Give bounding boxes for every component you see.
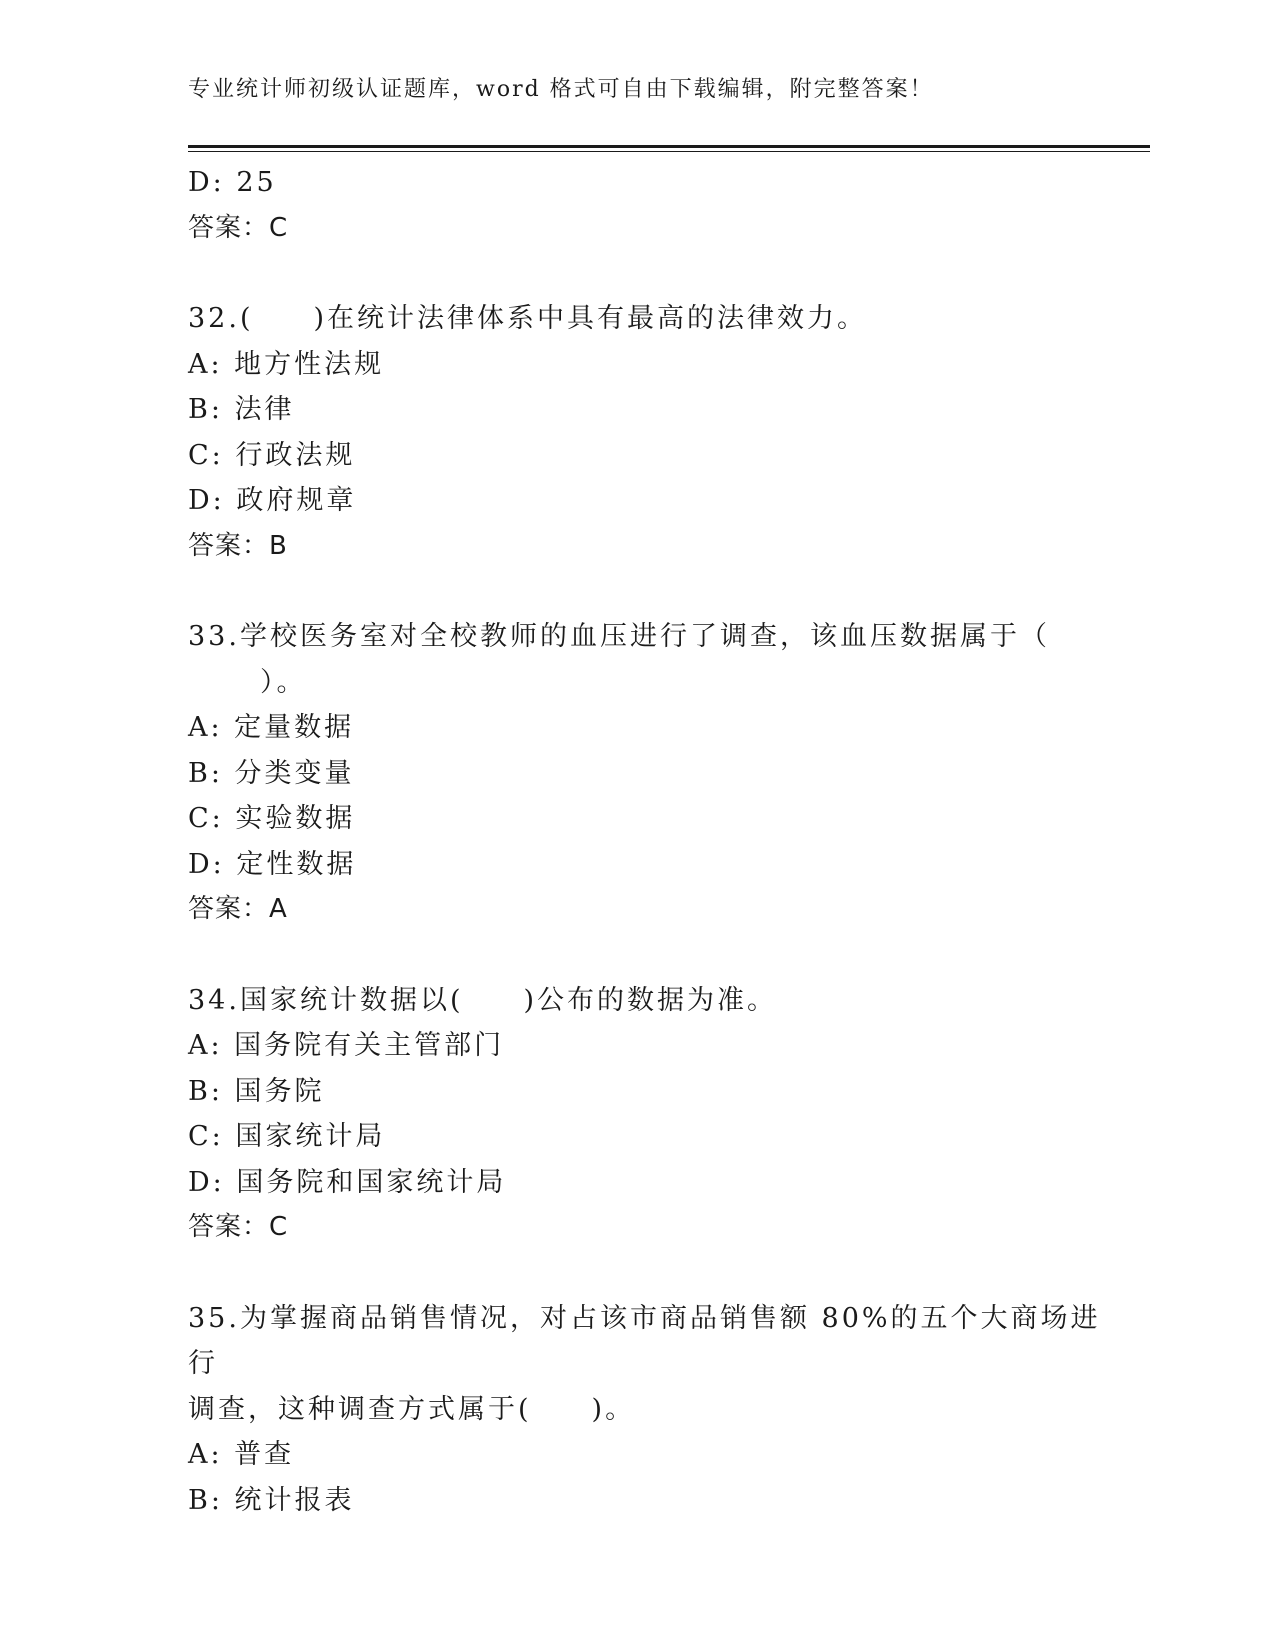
answer-line: 答案：C — [188, 212, 289, 243]
option-c: C: 实验数据 — [188, 803, 356, 834]
answer-line: 答案：C — [188, 1212, 289, 1242]
question-stem: 33.学校医务室对全校教师的血压进行了调查，该血压数据属于（ — [188, 621, 1050, 652]
question-stem: 35.为掌握商品销售情况，对占该市商品销售额 80%的五个大商场进行 — [188, 1302, 1101, 1379]
answer-line: 答案：A — [188, 894, 288, 924]
option-d: D: 政府规章 — [188, 485, 357, 516]
option-b: B: 国务院 — [188, 1075, 325, 1107]
option-b: B: 法律 — [188, 394, 295, 425]
question-34 — [188, 978, 1108, 1251]
answer-line: 答案：B — [188, 530, 288, 561]
header-rule-thick — [188, 145, 1150, 148]
option-d: D: 国务院和国家统计局 — [188, 1166, 507, 1198]
question-stem-continued: 调查，这种调查方式属于( )。 — [188, 1393, 636, 1425]
question-35 — [188, 1296, 1108, 1524]
option-c: C: 行政法规 — [188, 439, 356, 471]
question-list — [188, 160, 1108, 1523]
option-a: A: 国务院有关主管部门 — [188, 1030, 505, 1061]
question-stem: 34.国家统计数据以( )公布的数据为准。 — [188, 984, 778, 1016]
header-rule-thin — [188, 151, 1150, 152]
option-d: D: 定性数据 — [188, 848, 357, 880]
option-d: D: 25 — [188, 167, 277, 198]
question-stem-continued: ）。 — [260, 666, 307, 698]
option-a: A: 定量数据 — [188, 712, 355, 743]
question-stem: 32.( )在统计法律体系中具有最高的法律效力。 — [188, 303, 868, 334]
page-header: 专业统计师初级认证题库，word 格式可自由下载编辑，附完整答案！ — [188, 77, 934, 102]
question-32 — [188, 296, 1108, 569]
question-33 — [188, 614, 1108, 933]
option-b: B: 统计报表 — [188, 1484, 355, 1516]
option-a: A: 普查 — [188, 1439, 295, 1470]
option-a: A: 地方性法规 — [188, 348, 385, 380]
option-c: C: 国家统计局 — [188, 1121, 386, 1152]
option-b: B: 分类变量 — [188, 757, 355, 789]
